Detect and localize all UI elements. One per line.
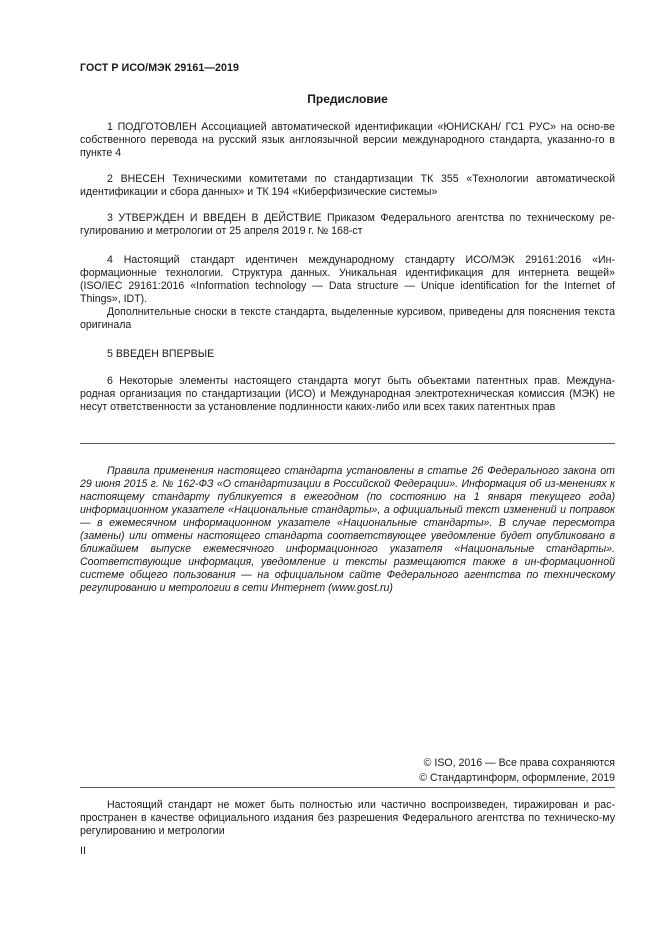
page-title: Предисловие (307, 92, 388, 106)
reproduction-notice: Настоящий стандарт не может быть полностью или частично воспроизведен, тиражирован и рас-пространен в качестве официального издания без разрешения Федерального агентства по техническо-му регулированию и метрологии (80, 799, 615, 837)
page-number: II (80, 845, 86, 857)
paragraph-identical: 4 Настоящий стандарт идентичен международному стандарту ИСО/МЭК 29161:2016 «Ин-формационные технологии. Структура данных. Уникальная идентификация для интернета вещей» (ISO/IEC 29161:2016 «Information technology — Data structure — Unique identification for the Internet of Things», IDT). (80, 254, 615, 305)
paragraph-first-introduced: 5 ВВЕДЕН ВПЕРВЫЕ (107, 348, 215, 360)
paragraph-introduced: 2 ВНЕСЕН Техническими комитетами по стандартизации ТК 355 «Технологии автоматической идентификации и сбора данных» и ТК 194 «Киберфизические системы» (80, 173, 615, 198)
copyright-iso: © ISO, 2016 — Все права сохраняются (423, 757, 615, 769)
copyright-standartinform: © Стандартинформ, оформление, 2019 (419, 772, 615, 784)
separator-top (80, 443, 615, 444)
separator-bottom (80, 787, 615, 788)
paragraph-approved: 3 УТВЕРЖДЕН И ВВЕДЕН В ДЕЙСТВИЕ Приказом Федерального агентства по техническому ре-гулированию и метрологии от 25 апреля 2019 г. № 168-ст (80, 212, 615, 237)
paragraph-footnotes: Дополнительные сноски в тексте стандарта, выделенные курсивом, приведены для пояснения текста оригинала (80, 306, 615, 331)
paragraph-patent: 6 Некоторые элементы настоящего стандарта могут быть объектами патентных прав. Междуна-родная организация по стандартизации (ИСО) и Международная электротехническая комиссия (МЭК) не несут ответственности за установление подлинности каких-либо или всех таких патентных прав (80, 375, 615, 413)
paragraph-prepared: 1 ПОДГОТОВЛЕН Ассоциацией автоматической идентификации «ЮНИСКАН/ ГС1 РУС» на осно-ве собственного перевода на русский язык англоязычной версии международного стандарта, указанно-го в пункте 4 (80, 121, 615, 159)
application-rules-note: Правила применения настоящего стандарта установлены в статье 26 Федерального закона от 29 июня 2015 г. № 162-ФЗ «О стандартизации в Российской Федерации». Информация об из-менениях к настоящему стандарту публикуется в ежегодном (по состоянию на 1 января текущего года) информационном указателе «Национальные стандарты», а официальный текст изменений и поправок — в ежемесячном информационном указателе «Национальные стандарты». В случае пересмотра (замены) или отмены настоящего стандарта соответствующее уведомление будет опубликовано в ближайшем выпуске ежемесячного информационного указателя «Национальные стандарты». Соответствующие информация, уведомление и тексты размещаются также в ин-формационной системе общего пользования — на официальном сайте Федерального агентства по техническому регулированию и метрологии в сети Интернет (www.gost.ru) (80, 465, 615, 594)
document-code: ГОСТ Р ИСО/МЭК 29161—2019 (80, 62, 239, 74)
